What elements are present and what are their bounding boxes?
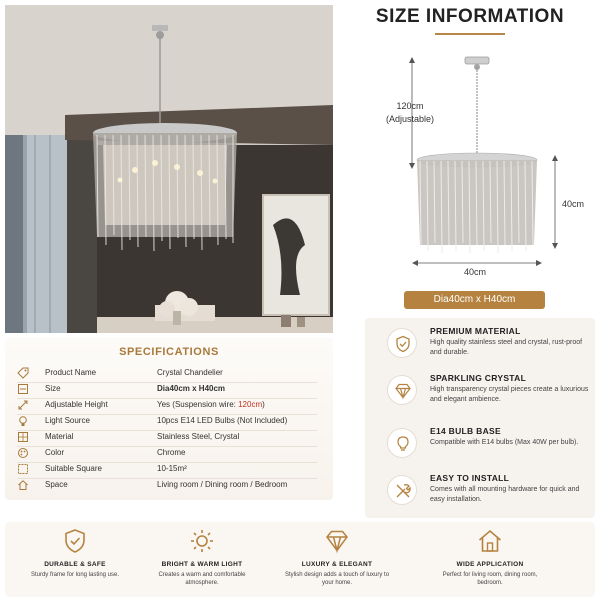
bulb-icon (17, 415, 29, 427)
spec-value (157, 384, 225, 393)
benefit-desc: Stylish design adds a touch of luxury to your home. (284, 572, 390, 586)
benefits-strip (5, 522, 595, 597)
feature-title: E14 BULB BASE (430, 426, 501, 436)
feature-desc: Compatible with E14 bulbs (Max 40W per bulb). (430, 439, 579, 446)
material-icon (17, 431, 29, 443)
spec-row-suitable-square (17, 462, 327, 478)
dimension-badge: Dia40cm x H40cm (404, 291, 545, 309)
spec-key: Suitable Square (45, 464, 102, 473)
benefit-title: WIDE APPLICATION (456, 561, 524, 568)
benefit-desc: Sturdy frame for long lasting use. (30, 572, 120, 578)
spec-value: Stainless Steel, Crystal (157, 432, 240, 441)
spec-key: Size (45, 384, 61, 393)
spec-key: Color (45, 448, 65, 457)
benefit-title: LUXURY & ELEGANT (301, 561, 373, 568)
spec-value (157, 400, 265, 409)
spec-value: Crystal Chandelier (157, 368, 223, 377)
diamond-icon (324, 528, 350, 554)
adjust-suffix: ) (262, 400, 265, 409)
spec-row-light-source (17, 414, 327, 430)
benefit-durable-safe (5, 522, 145, 597)
square-icon (17, 463, 29, 475)
feature-desc: Comes with all mounting hardware for quick and easy installation. (430, 486, 580, 503)
feature-premium-material (365, 324, 595, 374)
size-value: Dia40cm x H40cm (157, 384, 226, 393)
palette-icon (17, 447, 29, 459)
spec-key: Light Source (45, 416, 90, 425)
benefit-desc: Perfect for living room, dining room, bedroom. (442, 572, 538, 586)
spec-row-adjustable-height (17, 398, 327, 414)
feature-title: PREMIUM MATERIAL (430, 326, 521, 336)
benefit-desc: Creates a warm and comfortable atmosphere. (158, 572, 246, 586)
spec-key: Material (45, 432, 74, 441)
benefit-title: DURABLE & SAFE (44, 561, 106, 568)
diamond-icon (394, 382, 412, 400)
feature-title: EASY TO INSTALL (430, 473, 510, 483)
spec-row-size (17, 382, 327, 398)
tools-icon (394, 482, 412, 500)
feature-e14-bulb-base (365, 424, 595, 474)
adjust-icon (17, 399, 29, 411)
suspension-note: (Adjustable) (385, 114, 435, 124)
spec-row-product-name (17, 366, 327, 382)
spec-key: Space (45, 480, 68, 489)
spec-row-material (17, 430, 327, 446)
adjust-prefix: Yes (Suspension wire: (157, 400, 239, 409)
sun-icon (189, 528, 215, 554)
size-diagram (380, 45, 595, 280)
house-icon (477, 528, 503, 554)
feature-desc: High transparency crystal pieces create a luxurious and elegant ambience. (430, 386, 589, 403)
benefit-luxury-elegant (267, 522, 407, 597)
specifications-panel (5, 338, 333, 500)
height-label: 40cm (561, 199, 584, 209)
spec-key: Adjustable Height (45, 400, 108, 409)
suspension-length: 120cm (396, 101, 424, 111)
width-label: 40cm (463, 267, 486, 277)
adjust-highlight: 120cm (238, 400, 263, 409)
spec-value: Living room / Dining room / Bedroom (157, 480, 288, 489)
benefit-wide-application (420, 522, 560, 597)
feature-sparkling-crystal (365, 371, 595, 421)
spec-row-space (17, 478, 327, 494)
specifications-title: SPECIFICATIONS (119, 346, 219, 358)
feature-title: SPARKLING CRYSTAL (430, 373, 527, 383)
feature-easy-to-install (365, 471, 595, 521)
spec-key: Product Name (45, 368, 97, 377)
suspension-label (380, 100, 440, 126)
spec-value: Chrome (157, 448, 186, 457)
shield-icon (62, 528, 88, 554)
spec-row-color (17, 446, 327, 462)
size-icon (17, 383, 29, 395)
home-icon (17, 479, 29, 491)
spec-value: 10pcs E14 LED Bulbs (Not Included) (157, 416, 288, 425)
bulb-icon (394, 435, 412, 453)
features-panel (365, 318, 595, 518)
feature-desc: High quality stainless steel and crystal, rust-proof and durable. (430, 339, 583, 356)
tag-icon (17, 367, 29, 379)
shield-icon (394, 335, 412, 353)
benefit-bright-warm (132, 522, 272, 597)
product-photo (5, 5, 333, 333)
spec-value: 10-15m² (157, 464, 187, 473)
benefit-title: BRIGHT & WARM LIGHT (161, 561, 243, 568)
room-scene (5, 5, 333, 333)
size-information-title: SIZE INFORMATION (345, 6, 595, 28)
